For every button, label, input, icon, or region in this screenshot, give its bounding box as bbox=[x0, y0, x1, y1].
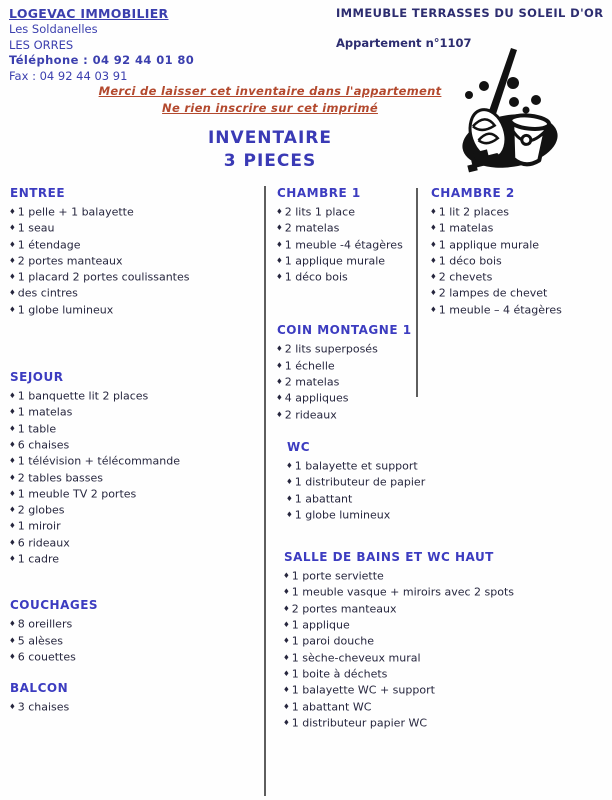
item-text: 1 distributeur papier WC bbox=[291, 716, 428, 730]
inventory-item bbox=[9, 421, 259, 437]
item-text: 2 tables basses bbox=[17, 471, 104, 485]
inventory-item bbox=[286, 507, 506, 523]
section-salle-de-bains-et-wc-haut bbox=[276, 550, 515, 731]
building-name: IMMEUBLE TERRASSES DU SOLEIL D'OR bbox=[336, 6, 604, 20]
item-text: 1 matelas bbox=[17, 405, 73, 419]
inventory-item bbox=[286, 458, 506, 474]
item-text: 1 sèche-cheveux mural bbox=[291, 651, 421, 665]
bullet-icon: ♦ bbox=[9, 635, 16, 645]
column-right bbox=[430, 186, 608, 318]
bullet-icon: ♦ bbox=[9, 521, 16, 531]
notice-line-1: Merci de laisser cet inventaire dans l'appartement bbox=[98, 84, 442, 98]
inventory-item bbox=[283, 699, 506, 715]
bullet-icon: ♦ bbox=[9, 472, 16, 482]
bullet-icon: ♦ bbox=[9, 423, 16, 433]
bullet-icon: ♦ bbox=[276, 409, 283, 419]
inventory-item bbox=[283, 584, 515, 600]
item-text: 8 oreillers bbox=[17, 617, 73, 631]
bullet-icon: ♦ bbox=[9, 439, 16, 449]
inventory-item bbox=[9, 437, 259, 453]
section-heading: CHAMBRE 2 bbox=[431, 186, 515, 200]
item-text: 1 applique murale bbox=[438, 238, 540, 252]
inventory-item bbox=[9, 404, 259, 420]
item-text: 1 échelle bbox=[284, 359, 335, 373]
bullet-icon: ♦ bbox=[430, 255, 437, 265]
inventory-item bbox=[286, 491, 506, 507]
item-text: 1 matelas bbox=[438, 221, 494, 235]
inventory-item bbox=[276, 358, 506, 374]
bullet-icon: ♦ bbox=[286, 493, 293, 503]
item-text: 1 banquette lit 2 places bbox=[17, 389, 149, 403]
item-text: 6 rideaux bbox=[17, 536, 70, 550]
item-text: 4 appliques bbox=[284, 391, 349, 405]
bullet-icon: ♦ bbox=[283, 620, 290, 630]
inventory-item bbox=[283, 601, 506, 617]
bullet-icon: ♦ bbox=[283, 685, 290, 695]
bullet-icon: ♦ bbox=[9, 537, 16, 547]
inventory-item bbox=[283, 715, 506, 731]
bullet-icon: ♦ bbox=[286, 460, 293, 470]
bullet-icon: ♦ bbox=[9, 554, 16, 564]
inventory-item bbox=[276, 407, 506, 423]
inventory-item bbox=[276, 374, 506, 390]
inventory-item bbox=[9, 269, 259, 285]
inventory-item bbox=[9, 616, 259, 632]
item-text: 3 chaises bbox=[17, 700, 70, 714]
inventory-item bbox=[9, 285, 259, 301]
inventory-item bbox=[9, 220, 259, 236]
bullet-icon: ♦ bbox=[9, 288, 16, 298]
bullet-icon: ♦ bbox=[283, 652, 290, 662]
bullet-icon: ♦ bbox=[283, 587, 290, 597]
item-text: 6 couettes bbox=[17, 650, 76, 664]
item-text: 6 chaises bbox=[17, 438, 70, 452]
bullet-icon: ♦ bbox=[430, 288, 437, 298]
bullet-icon: ♦ bbox=[276, 393, 283, 403]
item-text: 1 globe lumineux bbox=[17, 303, 114, 317]
item-text: 1 étendage bbox=[17, 238, 81, 252]
section-heading: COIN MONTAGNE 1 bbox=[277, 323, 412, 338]
item-text: 1 meuble TV 2 portes bbox=[17, 487, 137, 501]
bullet-icon: ♦ bbox=[9, 407, 16, 417]
bullet-icon: ♦ bbox=[283, 717, 290, 727]
section-heading: COUCHAGES bbox=[10, 598, 99, 613]
bullet-icon: ♦ bbox=[276, 207, 283, 216]
bullet-icon: ♦ bbox=[276, 360, 283, 370]
inventory-item bbox=[9, 502, 259, 518]
bullet-icon: ♦ bbox=[430, 223, 437, 233]
agency-fax: Fax : 04 92 44 03 91 bbox=[9, 69, 128, 84]
inventory-item bbox=[430, 220, 608, 236]
item-text: 1 balayette WC + support bbox=[291, 683, 435, 697]
bullet-icon: ♦ bbox=[283, 636, 290, 646]
bullet-icon: ♦ bbox=[283, 701, 290, 711]
inventory-item bbox=[286, 474, 506, 490]
bullet-icon: ♦ bbox=[9, 223, 16, 233]
section-heading: SALLE DE BAINS ET WC HAUT bbox=[284, 550, 494, 565]
section-heading: SEJOUR bbox=[10, 370, 64, 385]
item-text: 1 distributeur de papier bbox=[294, 475, 426, 489]
item-text: 1 déco bois bbox=[284, 270, 348, 284]
bullet-icon: ♦ bbox=[9, 255, 16, 265]
section-wc bbox=[276, 440, 506, 523]
agency-phone: Téléphone : 04 92 44 01 80 bbox=[9, 53, 195, 68]
item-text: 1 porte serviette bbox=[291, 569, 384, 583]
inventory-item bbox=[283, 633, 506, 649]
bullet-icon: ♦ bbox=[430, 272, 437, 282]
item-text: 1 globe lumineux bbox=[294, 508, 391, 522]
bullet-icon: ♦ bbox=[286, 477, 293, 487]
item-text: 1 cadre bbox=[17, 552, 60, 566]
inventory-item bbox=[283, 650, 506, 666]
section-couchages bbox=[9, 598, 259, 665]
item-text: 2 matelas bbox=[284, 221, 340, 235]
item-text: 1 balayette et support bbox=[294, 459, 418, 473]
section-heading: BALCON bbox=[10, 681, 69, 696]
item-text: 1 paroi douche bbox=[291, 634, 374, 648]
item-text: 1 abattant bbox=[294, 492, 353, 506]
inventory-item bbox=[430, 302, 608, 318]
item-text: 2 portes manteaux bbox=[291, 602, 397, 616]
bullet-icon: ♦ bbox=[430, 207, 437, 216]
inventory-item bbox=[283, 568, 506, 584]
bullet-icon: ♦ bbox=[276, 223, 283, 233]
bullet-icon: ♦ bbox=[9, 505, 16, 515]
item-text: 1 meuble -4 étagères bbox=[284, 238, 403, 252]
inventory-item bbox=[430, 237, 608, 253]
inventory-item bbox=[9, 253, 259, 269]
bullet-icon: ♦ bbox=[9, 488, 16, 498]
inventory-item bbox=[276, 341, 506, 357]
inventory-item bbox=[9, 470, 259, 486]
item-text: 1 télévision + télécommande bbox=[17, 454, 180, 468]
bullet-icon: ♦ bbox=[276, 377, 283, 387]
bullet-icon: ♦ bbox=[276, 255, 283, 265]
inventory-item bbox=[9, 699, 259, 715]
bullet-icon: ♦ bbox=[283, 603, 290, 613]
item-text: des cintres bbox=[17, 286, 78, 300]
item-text: 1 applique bbox=[291, 618, 350, 632]
bullet-icon: ♦ bbox=[430, 304, 437, 314]
item-text: 1 miroir bbox=[17, 519, 61, 533]
item-text: 1 meuble – 4 étagères bbox=[438, 303, 562, 317]
section-heading: CHAMBRE 1 bbox=[277, 186, 361, 200]
item-text: 1 applique murale bbox=[284, 254, 386, 268]
column-left bbox=[9, 186, 259, 716]
bullet-icon: ♦ bbox=[276, 239, 283, 249]
inventory-item bbox=[9, 551, 259, 567]
bullet-icon: ♦ bbox=[9, 304, 16, 314]
bullet-icon: ♦ bbox=[9, 207, 16, 216]
section-entree bbox=[9, 186, 259, 318]
item-text: 1 table bbox=[17, 422, 57, 436]
item-text: 1 lit 2 places bbox=[438, 205, 509, 219]
item-text: 1 boite à déchets bbox=[291, 667, 388, 681]
item-text: 1 seau bbox=[17, 221, 55, 235]
apartment-number: Appartement n°1107 bbox=[336, 36, 472, 50]
item-text: 2 matelas bbox=[284, 375, 340, 389]
bullet-icon: ♦ bbox=[9, 239, 16, 249]
bullet-icon: ♦ bbox=[283, 668, 290, 678]
inventory-item bbox=[430, 285, 608, 301]
item-text: 2 globes bbox=[17, 503, 65, 517]
inventory-item bbox=[430, 204, 608, 220]
item-text: 2 portes manteaux bbox=[17, 254, 123, 268]
item-text: 1 placard 2 portes coulissantes bbox=[17, 270, 190, 284]
inventory-item bbox=[283, 617, 506, 633]
item-text: 1 meuble vasque + miroirs avec 2 spots bbox=[291, 585, 515, 599]
bullet-icon: ♦ bbox=[9, 702, 16, 712]
item-text: 5 alèses bbox=[17, 634, 64, 648]
bullet-icon: ♦ bbox=[9, 456, 16, 466]
agency-address-line1: Les Soldanelles bbox=[9, 21, 98, 36]
section-sejour bbox=[9, 370, 259, 567]
inventory-item bbox=[276, 390, 506, 406]
inventory-item bbox=[430, 269, 608, 285]
inventory-item bbox=[9, 237, 259, 253]
inventory-item bbox=[9, 204, 259, 220]
inventory-item bbox=[9, 633, 259, 649]
notice-line-2: Ne rien inscrire sur cet imprimé bbox=[162, 101, 378, 115]
bullet-icon: ♦ bbox=[9, 651, 16, 661]
inventory-item bbox=[283, 682, 506, 698]
item-text: 2 lampes de chevet bbox=[438, 286, 548, 300]
bullet-icon: ♦ bbox=[276, 272, 283, 282]
bullet-icon: ♦ bbox=[430, 239, 437, 249]
inventory-item bbox=[430, 253, 608, 269]
item-text: 1 pelle + 1 balayette bbox=[17, 205, 134, 219]
bullet-icon: ♦ bbox=[286, 509, 293, 519]
inventory-item bbox=[9, 649, 259, 665]
bullet-icon: ♦ bbox=[9, 272, 16, 282]
bullet-icon: ♦ bbox=[276, 344, 283, 354]
agency-name: LOGEVAC IMMOBILIER bbox=[9, 6, 169, 21]
inventory-item bbox=[9, 518, 259, 534]
bullet-icon: ♦ bbox=[283, 571, 290, 581]
inventory-item bbox=[283, 666, 506, 682]
item-text: 2 chevets bbox=[438, 270, 493, 284]
section-heading: WC bbox=[287, 439, 311, 454]
item-text: 1 abattant WC bbox=[291, 700, 372, 714]
agency-block bbox=[9, 6, 194, 85]
page-title-line1: INVENTAIRE bbox=[207, 128, 332, 148]
page-title-line2: 3 PIECES bbox=[223, 151, 317, 171]
bullet-icon: ♦ bbox=[9, 391, 16, 401]
section-chambre-2 bbox=[430, 186, 608, 318]
inventory-item bbox=[9, 486, 259, 502]
item-text: 2 rideaux bbox=[284, 408, 337, 422]
item-text: 2 lits 1 place bbox=[284, 205, 355, 219]
section-heading: ENTREE bbox=[10, 186, 66, 200]
item-text: 2 lits superposés bbox=[284, 342, 378, 356]
page-title bbox=[0, 127, 540, 173]
section-balcon bbox=[9, 681, 259, 715]
item-text: 1 déco bois bbox=[438, 254, 502, 268]
bullet-icon: ♦ bbox=[9, 619, 16, 629]
inventory-item bbox=[9, 453, 259, 469]
inventory-item bbox=[9, 535, 259, 551]
inventory-item bbox=[9, 302, 259, 318]
inventory-item bbox=[9, 388, 259, 404]
column-divider-left bbox=[264, 186, 266, 796]
section-coin-montagne-1 bbox=[276, 323, 506, 422]
agency-address-line2: LES ORRES bbox=[9, 37, 74, 52]
